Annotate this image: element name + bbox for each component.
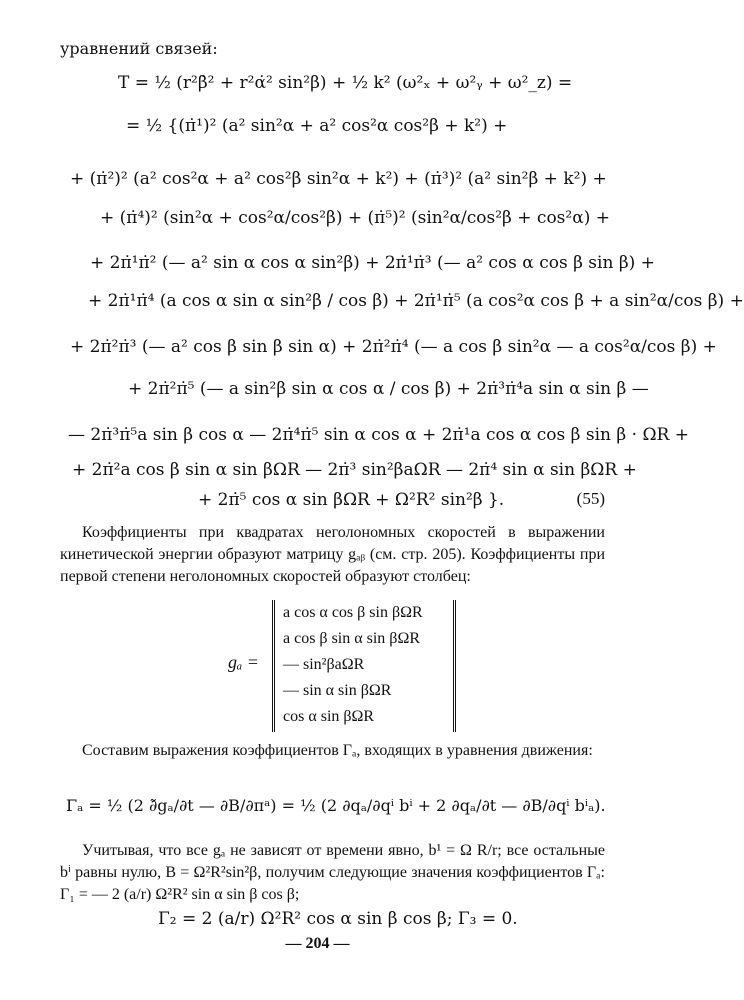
equation-line-5: + 2π̇¹π̇² (— a² sin α cos α sin²β) + 2π̇¹π̇³ (— a² cos α cos β sin β) +: [90, 253, 655, 273]
equation-line-11: + 2π̇⁵ cos α sin βΩR + Ω²R² sin²β }.: [198, 490, 505, 510]
equation-line-2: = ½ {(π̇¹)² (a² sin²α + a² cos²α cos²β + k²) +: [126, 116, 508, 136]
matrix-label: gₐ =: [228, 652, 259, 672]
paragraph-coefficients: Коэффициенты при квадратах неголономных скоростей в выражении кинетической энергии образуют матрицу gₐᵦ (см. стр. 205). Коэффициенты при первой степени неголономных скоростей образуют столбец:: [60, 524, 605, 585]
page-number: — 204 —: [285, 935, 350, 952]
equation-line-7: + 2π̇²π̇³ (— a² cos β sin β sin α) + 2π̇²π̇⁴ (— a cos β sin²α — a cos²α/cos β) +: [70, 337, 717, 357]
equation-line-6: + 2π̇¹π̇⁴ (a cos α sin α sin²β / cos β) + 2π̇¹π̇⁵ (a cos²α cos β + a sin²α/cos β) +: [88, 291, 744, 311]
equation-line-1: T = ½ (r²β̇² + r²α̇² sin²β) + ½ k² (ω²ₓ + ω²ᵧ + ω²_z) =: [118, 73, 573, 93]
equation-number: (55): [576, 489, 605, 508]
paragraph-gamma-intro: Составим выражения коэффициентов Γₐ, входящих в уравнения движения:: [82, 742, 593, 759]
paragraph-considering: Учитывая, что все gₐ не зависят от времени явно, b¹ = Ω R/r; все остальные bⁱ равны нулю, B = Ω²R²sin²β, получим следующие значения коэффициентов Γₐ: Γ₁ = — 2 (a/r) Ω²R² sin α sin β cos β;: [60, 842, 605, 903]
matrix-row: — sin²βaΩR: [283, 656, 365, 673]
matrix-row: cos α sin βΩR: [283, 708, 375, 725]
equation-line-10: + 2π̇²a cos β sin α sin βΩR — 2π̇³ sin²βaΩR — 2π̇⁴ sin α sin βΩR +: [72, 460, 637, 480]
equation-line-4: + (π̇⁴)² (sin²α + cos²α/cos²β) + (π̇⁵)² (sin²α/cos²β + cos²α) +: [100, 208, 610, 228]
gamma-equation: Γₐ = ½ (2 ∂̃gₐ/∂t — ∂B/∂πᵃ) = ½ (2 ∂qₐ/∂qⁱ bⁱ + 2 ∂qₐ/∂t — ∂B/∂qⁱ bⁱₐ).: [66, 796, 606, 815]
equation-line-3: + (π̇²)² (a² cos²α + a² cos²β sin²α + k²) + (π̇³)² (a² sin²β + k²) +: [70, 169, 607, 189]
equation-line-8: + 2π̇²π̇⁵ (— a sin²β sin α cos α / cos β) + 2π̇³π̇⁴a sin α sin β —: [128, 379, 649, 399]
matrix-row: — sin α sin βΩR: [283, 682, 392, 699]
matrix-row: a cos β sin α sin βΩR: [283, 630, 420, 647]
intro-line: уравнений связей:: [60, 39, 218, 58]
coefficient-column: [272, 600, 456, 732]
equation-line-9: — 2π̇³π̇⁵a sin β cos α — 2π̇⁴π̇⁵ sin α cos α + 2π̇¹a cos α cos β sin β · ΩR +: [68, 425, 689, 445]
matrix-row: a cos α cos β sin βΩR: [283, 604, 423, 621]
gamma-final-line: Γ₂ = 2 (a/r) Ω²R² cos α sin β cos β; Γ₃ = 0.: [158, 909, 518, 929]
